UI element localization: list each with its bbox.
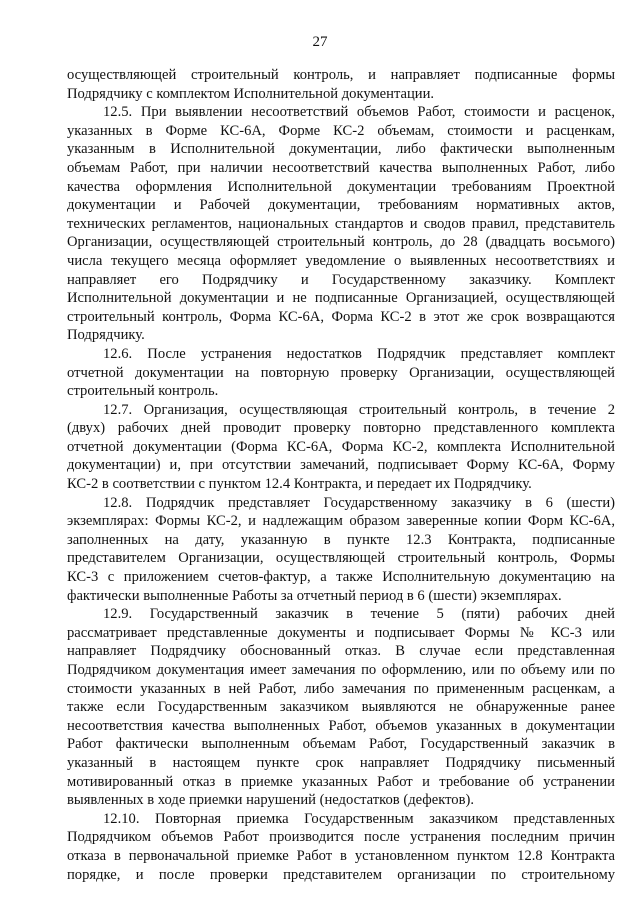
text-line: также если Государственным заказчиком выявляются не обнаруженные ранее bbox=[67, 699, 615, 716]
text-line: 12.6. После устранения недостатков Подрядчик представляет комплект bbox=[103, 345, 615, 362]
text-line: 12.10. Повторная приемка Государственным заказчиком представленных bbox=[103, 810, 615, 827]
text-line: 12.8. Подрядчик представляет Государственному заказчику в 6 (шести) bbox=[103, 494, 615, 511]
document-body bbox=[67, 66, 615, 884]
text-line: порядке, и после проверки представителем организации по строительному bbox=[67, 866, 615, 883]
text-line: Подрядчиком документация имеет замечания по оформлению, или по объему или по bbox=[67, 662, 615, 678]
text-line: указанных в Форме КС-6А, Форме КС-2 объемам, стоимости и расценкам, bbox=[67, 122, 615, 139]
text-line: экземплярах: Формы КС-2, и надлежащим образом заверенные копии Форм КС-6А, bbox=[67, 513, 615, 530]
text-line: документации и Рабочей документации, требованиям нормативных актов, bbox=[67, 197, 615, 214]
paragraph bbox=[67, 494, 615, 606]
paragraph bbox=[67, 401, 615, 494]
text-line: КС-2 в соответствии с пунктом 12.4 Контракта, и передает их Подрядчику. bbox=[67, 476, 532, 493]
text-line: несоответствия качества выполненных Работ, объемов указанных в документации bbox=[67, 717, 615, 734]
text-line: отказа в первоначальной приемке Работ в установленном пунктом 12.8 Контракта bbox=[67, 847, 615, 864]
text-line: строительный контроль. bbox=[67, 383, 219, 400]
text-line: технических регламентов, национальных стандартов и сводов правил, представитель bbox=[67, 215, 615, 232]
text-line: Организации, осуществляющей строительный контроль, до 28 (двадцать восьмого) bbox=[67, 234, 615, 251]
text-line: рассматривает представленные документы и подписывает Формы № КС-3 или bbox=[67, 624, 615, 641]
text-line: отчетной документации (Форма КС-6А, Форма КС-2, комплекта Исполнительной bbox=[67, 438, 615, 455]
text-line: Работ фактически выполненным объемам Работ, Государственный заказчик в bbox=[67, 736, 615, 753]
page-number: 27 bbox=[312, 34, 328, 50]
paragraph bbox=[67, 66, 615, 103]
text-line: направляет его Подрядчику и Государственному заказчику. Комплект bbox=[67, 271, 615, 288]
text-line: строительный контроль, Форма КС-6А, Форма КС-2 в этот же срок возвращаются bbox=[67, 308, 615, 325]
text-line: объемам Работ, при наличии несоответствий качества выполненных Работ, либо bbox=[67, 159, 615, 176]
text-line: стоимости указанных в ней Работ, либо замечания по примененным расценкам, а bbox=[67, 680, 615, 697]
text-line: Подрядчику. bbox=[67, 327, 145, 344]
text-line: осуществляющей строительный контроль, и направляет подписанные формы bbox=[67, 67, 615, 83]
text-line: 12.9. Государственный заказчик в течение 5 (пяти) рабочих дней bbox=[103, 606, 615, 623]
paragraph bbox=[67, 605, 615, 810]
text-line: отчетной документации на повторную проверку Организации, осуществляющей bbox=[67, 364, 615, 381]
text-line: Исполнительной документации и не подписанные Организацией, осуществляющей bbox=[67, 290, 615, 307]
text-line: 12.5. При выявлении несоответствий объемов Работ, стоимости и расценок, bbox=[103, 104, 615, 121]
text-line: заполненных на дату, указанную в пункте 12.3 Контракта, подписанные bbox=[67, 531, 615, 548]
text-line: выявленных в ходе приемки нарушений (недостатков (дефектов). bbox=[67, 792, 474, 809]
text-line: направляет Подрядчику обоснованный отказ. В случае если представленная bbox=[67, 643, 615, 660]
text-line: 12.7. Организация, осуществляющая строительный контроль, в течение 2 bbox=[103, 401, 615, 418]
text-line: Подрядчиком объемов Работ производится после устранения последним причин bbox=[67, 829, 615, 846]
text-line: КС-3 с приложением счетов-фактур, а также Исполнительную документацию на bbox=[67, 569, 615, 586]
text-line: представителем Организации, осуществляющей строительный контроль, Формы bbox=[67, 550, 615, 567]
text-line: числа текущего месяца оформляет уведомление о выявленных несоответствиях и bbox=[67, 252, 615, 269]
text-line: мотивированный отказ в приемке указанных Работ и требование об устранении bbox=[67, 773, 615, 790]
text-line: качества оформления Исполнительной документации требованиям Проектной bbox=[67, 178, 615, 195]
text-line: указанный в настоящем пункте срок направляет Подрядчику письменный bbox=[67, 754, 615, 771]
text-line: указанным в Исполнительной документации, либо фактически выполненным bbox=[67, 141, 615, 158]
text-line: Подрядчику с комплектом Исполнительной документации. bbox=[67, 85, 435, 102]
paragraph bbox=[67, 345, 615, 401]
text-line: фактически выполненные Работы за отчетный период в 6 (шести) экземплярах. bbox=[67, 587, 562, 604]
paragraph bbox=[67, 103, 615, 345]
text-line: (двух) рабочих дней проводит проверку повторно представленного комплекта bbox=[67, 420, 615, 437]
paragraph bbox=[67, 810, 615, 884]
text-line: документации) и, при отсутствии замечаний, подписывает Форму КС-6А, Форму bbox=[67, 457, 615, 474]
